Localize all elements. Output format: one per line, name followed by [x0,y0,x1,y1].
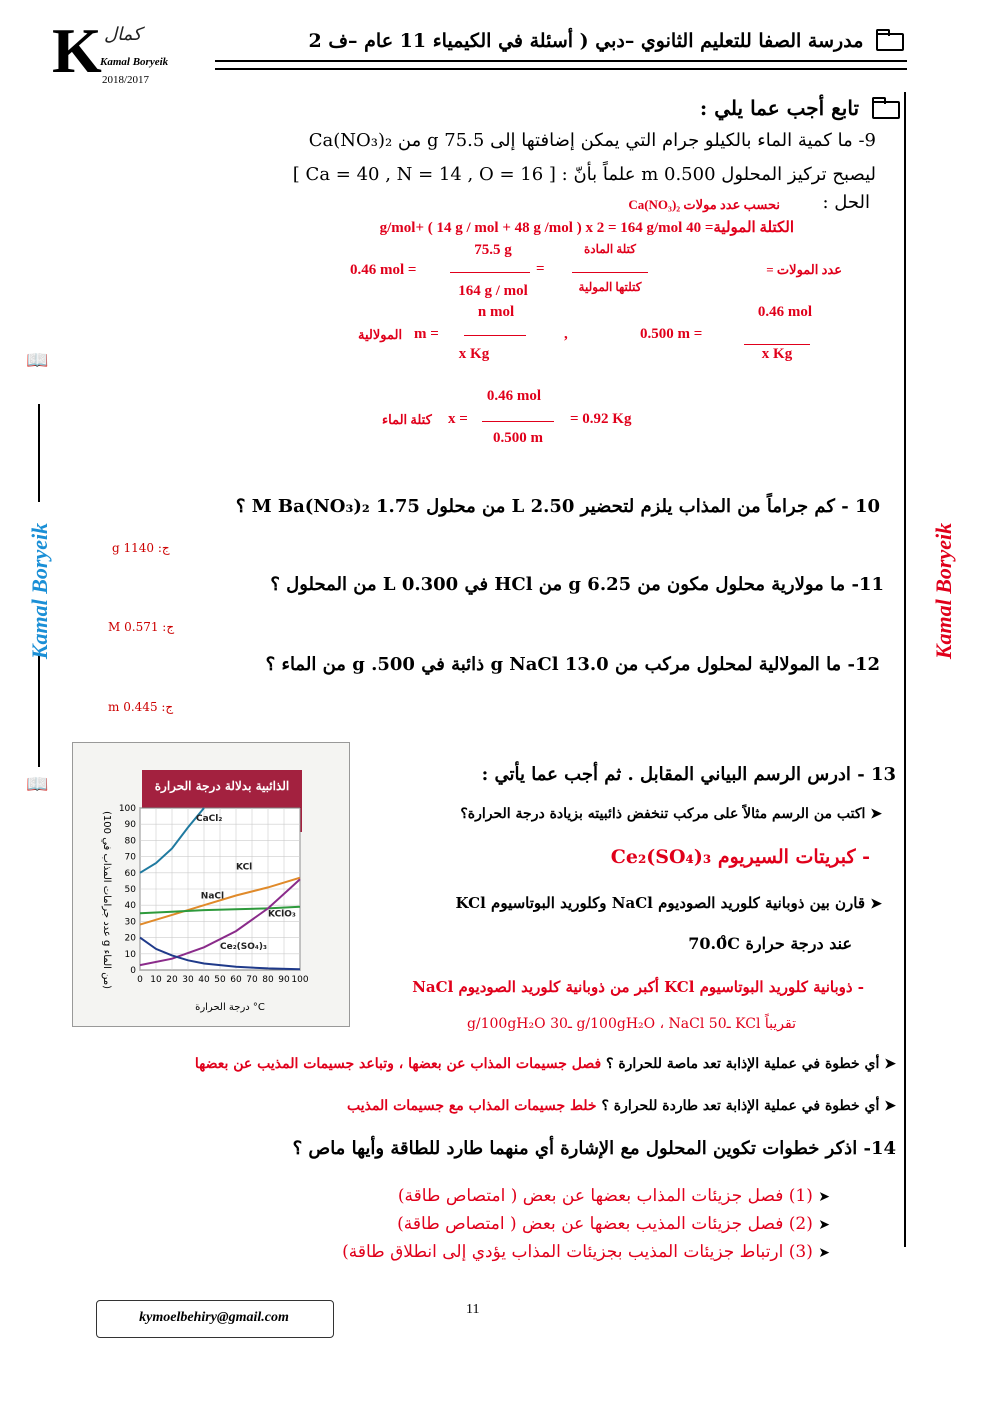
separator-comma: , [564,326,568,342]
side-signature-right: Kamal Boryeik [931,522,956,660]
answer-13-2-values: تقريباً KCl ـ50 g/100gH₂O ، NaCl ـ30 g/100gH₂O [466,1016,796,1032]
water-mass-label: كتلة الماء [382,412,432,427]
answer-14-step-3: ➤ (3) ارتباط جزيئات المذيب بجزيئات المذاب يؤدي إلى انطلاق طاقة) [342,1242,830,1262]
moles-result: 0.46 mol = [350,262,417,278]
x-tick-label: 50 [214,975,226,985]
chart-title: الذائبية بدلالة درجة الحرارة [142,770,302,832]
solution-step-title: نحسب عدد مولات Ca(NO₃)₂ [628,197,780,212]
solution-label: الحل : [822,192,870,213]
fraction-denominator: x Kg [761,346,793,362]
x-tick-label: 20 [166,975,178,985]
fraction-denominator: 0.500 m [493,430,543,446]
arrow-bullet-icon: ➤ [818,1217,830,1233]
series-label: Ce₂(SO₄)₃ [220,941,267,952]
fraction-numerator: 75.5 g [474,242,512,258]
page-header [308,30,904,52]
molality-given: 0.500 m = [640,326,703,342]
chart-x-label: درجة الحرارة °C [195,1002,265,1013]
fraction-denominator: x Kg [458,346,490,362]
question-9-line2: ليصبح تركيز المحلول 0.500 m علماً بأنّ : [ Ca = 40 , N = 14 , O = 16 ] [292,164,876,185]
molality-label: المولالية [358,327,403,342]
left-margin-rule [38,404,40,502]
x-tick-label: 60 [230,975,242,985]
x-tick-label: 30 [182,975,194,985]
answer-12: ج: 0.445 m [108,700,174,714]
folder-icon [876,33,904,51]
question-9-line1: 9- ما كمية الماء بالكيلو جرام التي يمكن إضافتها إلى 75.5 g من Ca(NO₃)₂ [308,130,876,151]
question-11: 11- ما مولارية محلول مكون من 6.25 g من HCl في 0.300 L من المحلول ؟ [270,574,884,595]
molar-mass-label: كتلتها المولية [578,280,642,294]
y-tick-label: 30 [124,917,136,928]
fraction-line [572,272,648,273]
arrow-bullet-icon: ➤ [884,1056,896,1072]
fraction-denominator: 164 g / mol [458,283,528,299]
y-tick-label: 0 [130,966,136,976]
question-14-title: 14- اذكر خطوات تكوين المحلول مع الإشارة أي منهما طارد للطاقة وأيها ماص ؟ [292,1138,896,1159]
x-tick-label: 40 [198,975,210,985]
book-icon: 📖 [26,774,49,795]
answer-14-step-2: ➤ (2) فصل جزيئات المذيب بعضها عن بعض ( امتصاص طاقة) [397,1214,830,1234]
question-13-bullet-4: ➤ أي خطوة في عملية الإذابة تعد طاردة للحرارة ؟ خلط جسيمات المذاب مع جسيمات المذيب [346,1098,896,1114]
answer-10: ج: 1140 g [112,541,170,555]
question-13-bullet-3: ➤ أي خطوة في عملية الإذابة تعد ماصة للحرارة ؟ فصل جسيمات المذاب عن بعضها ، وتباعد جسيمات المذيب عن بعضها [194,1056,896,1072]
answer-11: ج: 0.571 M [108,620,175,634]
arrow-bullet-icon: ➤ [884,1098,896,1114]
x-tick-label: 70 [246,975,258,985]
header-divider [215,60,907,70]
mass-label: كتلة المادة [584,242,636,256]
school-year: 2018/2017 [102,74,150,86]
y-tick-label: 40 [124,901,136,912]
arrow-bullet-icon: ➤ [818,1189,830,1205]
author-name: Kamal Boryeik [100,56,169,68]
x-tick-label: 0 [137,975,143,985]
x-formula: x = [448,411,468,427]
arrow-bullet-icon: ➤ [818,1245,830,1261]
y-tick-label: 60 [124,868,136,879]
logo [44,15,174,92]
y-tick-label: 50 [124,885,136,895]
fraction-numerator: 0.46 mol [486,388,542,404]
molar-mass-line: الكتلة المولية= 40 g/mol+ ( 14 g / mol + 48 g /mol ) x 2 = 164 g/mol [379,220,794,236]
x-tick-label: 10 [150,975,162,985]
answer-13-2: - ذوبانية كلوريد البوتاسيوم KCl أكبر من ذوبانية كلوريد الصوديوم NaCl [412,978,864,996]
molality-formula: m = [414,326,439,342]
fraction-numerator: 0.46 mol [757,304,813,320]
answer-14-step-1: ➤ (1) فصل جزيئات المذاب بعضها عن بعض ( امتصاص طاقة) [397,1186,830,1206]
logo-letter: K [52,15,102,86]
section-title: تابع أجب عما يلي : [700,96,900,120]
solubility-chart [80,790,345,1015]
right-margin-rule [904,92,906,1247]
series-label: KCl [236,862,253,873]
fraction-line [744,344,810,345]
answer-13-1: - كبريتات السيريوم Ce₂(SO₄)₃ [610,846,870,868]
series-label: KClO₃ [268,909,296,920]
y-tick-label: 100 [118,804,136,814]
header-title: مدرسة الصفا للتعليم الثانوي –دبي ( أسئلة في الكيمياء 11 عام –ف 2 [308,30,864,52]
side-signature-left: Kamal Boryeik [27,522,52,660]
question-13-bullet-2-temp: عند درجة حرارة 70.0̊C [688,934,852,953]
moles-label: عدد المولات = [766,262,842,277]
folder-icon [872,101,900,119]
x-tick-label: 80 [262,975,274,985]
x-tick-label: 100 [291,975,309,985]
series-label: CaCl₂ [196,813,223,824]
y-tick-label: 20 [124,933,136,944]
book-icon: 📖 [26,350,49,371]
logo-signature: كمال [104,24,142,45]
chart-y-label: (عدد جرامات المذاب في 100 g من الماء) [101,811,112,989]
y-tick-label: 70 [124,852,136,863]
question-13-bullet-2: ➤ قارن بين ذوبانية كلوريد الصوديوم NaCl وكلوريد البوتاسيوم KCl [455,894,882,912]
y-tick-label: 10 [124,949,136,960]
question-10: 10 - كم جراماً من المذاب يلزم لتحضير 2.50 L من محلول 1.75 M Ba(NO₃)₂ ؟ [235,496,880,517]
arrow-bullet-icon: ➤ [870,806,882,822]
arrow-bullet-icon: ➤ [870,896,882,912]
fraction-line [482,421,554,422]
y-tick-label: 80 [124,836,136,847]
series-label: NaCl [200,891,225,902]
left-margin-rule [38,655,40,767]
y-tick-label: 90 [124,820,136,831]
footer-email[interactable]: kymoelbehiry@gmail.com [139,1310,289,1325]
page-number: 11 [466,1302,480,1317]
fraction-line [464,335,526,336]
fraction-line [450,272,530,273]
question-13-title: 13 - ادرس الرسم البياني المقابل . ثم أجب عما يأتي : [481,764,896,785]
question-13-bullet-1: ➤ اكتب من الرسم مثالاً على مركب تنخفض ذائبيته بزيادة درجة الحرارة؟ [460,806,882,822]
equals-sign: = [536,261,545,277]
fraction-numerator: n mol [477,304,515,320]
x-tick-label: 90 [278,975,290,985]
water-mass-result: = 0.92 Kg [570,411,632,427]
question-12: 12- ما المولالية لمحلول مركب من 13.0 g NaCl ذائبة في 500. g من الماء ؟ [265,654,880,675]
